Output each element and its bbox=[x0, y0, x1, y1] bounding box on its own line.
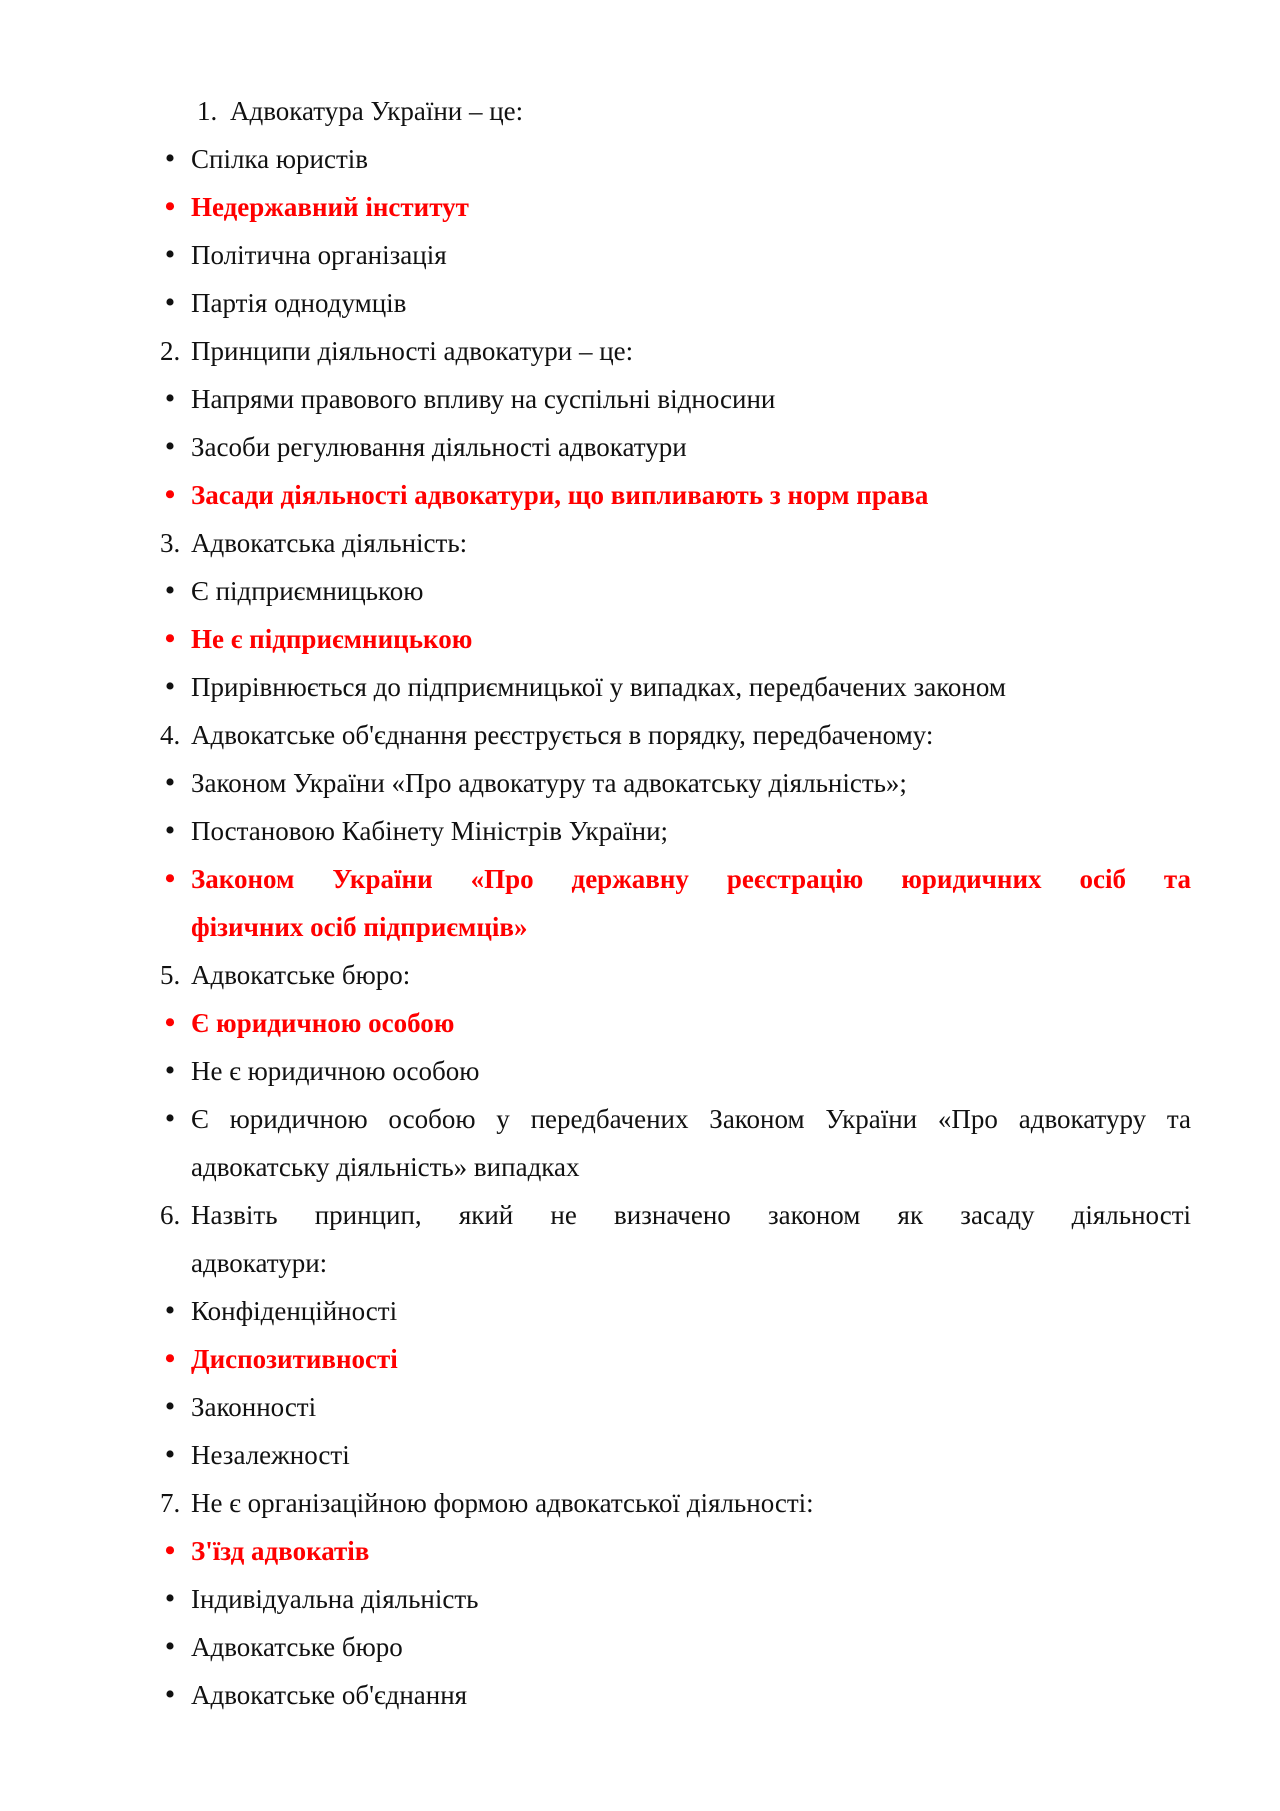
option-correct bbox=[0, 183, 1280, 231]
bullet-icon: • bbox=[164, 190, 176, 223]
option-text: Адвокатське об'єднання bbox=[191, 1680, 468, 1710]
question-5 bbox=[0, 951, 1280, 999]
question-text bbox=[191, 1191, 1191, 1287]
bullet-icon: • bbox=[164, 142, 176, 175]
option-text: Недержавний інститут bbox=[191, 192, 469, 222]
option bbox=[0, 231, 1280, 279]
question-4 bbox=[0, 711, 1280, 759]
option bbox=[0, 1047, 1280, 1095]
option-text: Політична організація bbox=[191, 240, 447, 270]
option-text-line-2: адвокатську діяльність» випадках bbox=[191, 1152, 580, 1182]
option bbox=[0, 1383, 1280, 1431]
option-text: Є юридичною особою bbox=[191, 1008, 455, 1038]
bullet-icon: • bbox=[164, 1054, 176, 1087]
option bbox=[0, 1671, 1280, 1719]
option-text: Напрями правового впливу на суспільні відносини bbox=[191, 384, 776, 414]
option bbox=[0, 1095, 1280, 1191]
question-6 bbox=[0, 1191, 1280, 1287]
bullet-icon: • bbox=[164, 1102, 176, 1135]
option bbox=[0, 807, 1280, 855]
question-7 bbox=[0, 1479, 1280, 1527]
option-correct bbox=[0, 855, 1280, 951]
question-text-line-2: адвокатури: bbox=[191, 1248, 328, 1278]
bullet-icon: • bbox=[164, 622, 176, 655]
question-number: 1. bbox=[197, 96, 218, 126]
question-text: Адвокатура України – це: bbox=[230, 96, 524, 126]
bullet-icon: • bbox=[164, 478, 176, 511]
question-text: Адвокатська діяльність: bbox=[191, 528, 468, 558]
option-correct bbox=[0, 471, 1280, 519]
option bbox=[0, 1575, 1280, 1623]
option-text-line-2: фізичних осіб підприємців» bbox=[191, 912, 528, 942]
question-number: 3. bbox=[160, 528, 181, 558]
bullet-icon: • bbox=[164, 574, 176, 607]
option bbox=[0, 375, 1280, 423]
option-correct bbox=[0, 999, 1280, 1047]
question-number: 7. bbox=[160, 1488, 181, 1518]
option-text bbox=[191, 855, 1191, 951]
option-text: Конфіденційності bbox=[191, 1296, 398, 1326]
option bbox=[0, 1287, 1280, 1335]
question-text-line-1: Назвіть принцип, який не визначено законом як засаду діяльності bbox=[191, 1200, 1191, 1230]
bullet-icon: • bbox=[164, 1294, 176, 1327]
option-text: Засоби регулювання діяльності адвокатури bbox=[191, 432, 687, 462]
option-text: Не є юридичною особою bbox=[191, 1056, 480, 1086]
option bbox=[0, 663, 1280, 711]
option-correct bbox=[0, 1527, 1280, 1575]
question-3 bbox=[0, 519, 1280, 567]
bullet-icon: • bbox=[164, 238, 176, 271]
option bbox=[0, 279, 1280, 327]
option bbox=[0, 1431, 1280, 1479]
question-2 bbox=[0, 327, 1280, 375]
bullet-icon: • bbox=[164, 1438, 176, 1471]
option bbox=[0, 1623, 1280, 1671]
question-text: Не є організаційною формою адвокатської діяльності: bbox=[191, 1488, 814, 1518]
question-number: 2. bbox=[160, 336, 181, 366]
question-number: 4. bbox=[160, 720, 181, 750]
bullet-icon: • bbox=[164, 670, 176, 703]
bullet-icon: • bbox=[164, 1582, 176, 1615]
option-text-line-1: Законом України «Про державну реєстрацію юридичних осіб та bbox=[191, 864, 1191, 894]
option-correct bbox=[0, 615, 1280, 663]
option-text: Є підприємницькою bbox=[191, 576, 424, 606]
option-text bbox=[191, 1095, 1191, 1191]
option-text: Адвокатське бюро bbox=[191, 1632, 403, 1662]
option-correct bbox=[0, 1335, 1280, 1383]
bullet-icon: • bbox=[164, 430, 176, 463]
option-text: Засади діяльності адвокатури, що випливають з норм права bbox=[191, 480, 929, 510]
option-text: Диспозитивності bbox=[191, 1344, 398, 1374]
bullet-icon: • bbox=[164, 1630, 176, 1663]
option-text: Спілка юристів bbox=[191, 144, 369, 174]
option-text: Партія однодумців bbox=[191, 288, 407, 318]
bullet-icon: • bbox=[164, 1678, 176, 1711]
bullet-icon: • bbox=[164, 1006, 176, 1039]
option bbox=[0, 567, 1280, 615]
option-text: Прирівнюється до підприємницької у випадках, передбачених законом bbox=[191, 672, 1006, 702]
bullet-icon: • bbox=[164, 862, 176, 895]
bullet-icon: • bbox=[164, 286, 176, 319]
option-text: Незалежності bbox=[191, 1440, 350, 1470]
option-text: Законності bbox=[191, 1392, 317, 1422]
question-text: Принципи діяльності адвокатури – це: bbox=[191, 336, 634, 366]
option-text: З'їзд адвокатів bbox=[191, 1536, 370, 1566]
bullet-icon: • bbox=[164, 1390, 176, 1423]
question-1 bbox=[0, 87, 1280, 135]
question-text: Адвокатське бюро: bbox=[191, 960, 411, 990]
bullet-icon: • bbox=[164, 814, 176, 847]
option-text: Індивідуальна діяльність bbox=[191, 1584, 479, 1614]
bullet-icon: • bbox=[164, 766, 176, 799]
bullet-icon: • bbox=[164, 1342, 176, 1375]
bullet-icon: • bbox=[164, 1534, 176, 1567]
option-text: Не є підприємницькою bbox=[191, 624, 473, 654]
option-text: Постановою Кабінету Міністрів України; bbox=[191, 816, 669, 846]
option bbox=[0, 759, 1280, 807]
question-number: 5. bbox=[160, 960, 181, 990]
option-text: Законом України «Про адвокатуру та адвокатську діяльність»; bbox=[191, 768, 907, 798]
option bbox=[0, 423, 1280, 471]
question-number: 6. bbox=[160, 1200, 181, 1230]
option bbox=[0, 135, 1280, 183]
option-text-line-1: Є юридичною особою у передбачених Законом України «Про адвокатуру та bbox=[191, 1104, 1191, 1134]
question-text: Адвокатське об'єднання реєструється в порядку, передбаченому: bbox=[191, 720, 934, 750]
bullet-icon: • bbox=[164, 382, 176, 415]
